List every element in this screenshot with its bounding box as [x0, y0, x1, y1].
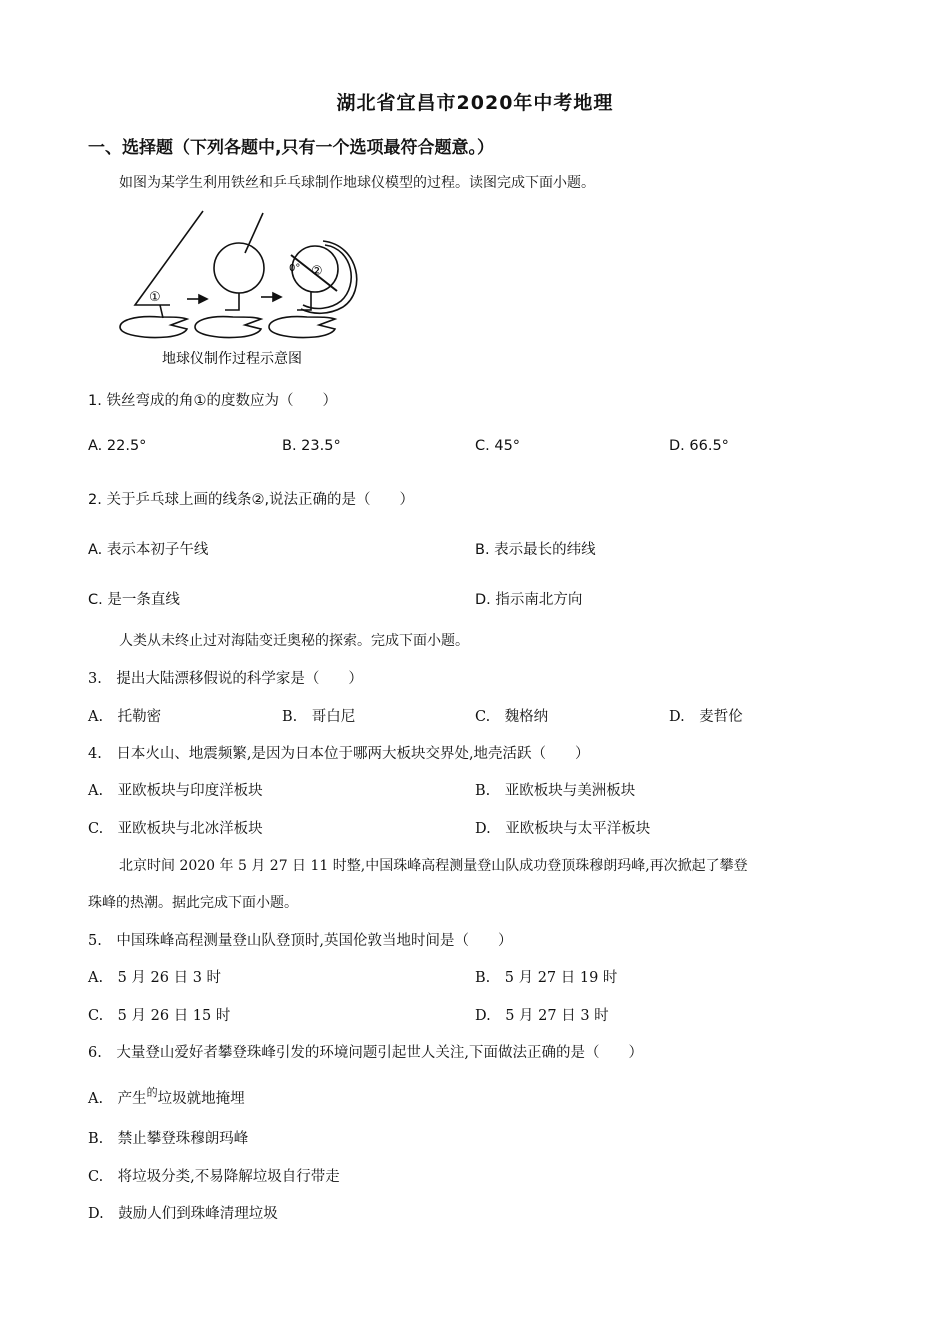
question-4-stem: 4. 日本火山、地震频繁,是因为日本位于哪两大板块交界处,地壳活跃（ ）: [88, 746, 590, 762]
ping-pong-ball: [214, 243, 264, 293]
figure-caption: 地球仪制作过程示意图: [162, 351, 302, 367]
marker-2: ②: [311, 264, 323, 279]
intro-paragraph-2: 人类从未终止过对海陆变迁奥秘的探索。完成下面小题。: [119, 633, 469, 649]
q3-option-a: A. 托勒密: [88, 709, 162, 725]
stand-base-2: [195, 317, 261, 338]
wire-leg-1: [160, 305, 163, 318]
q5-option-c: C. 5 月 26 日 15 时: [88, 1008, 231, 1024]
meridian-ring-outer: [301, 241, 357, 313]
q6-option-a: [88, 1087, 245, 1108]
q3-option-c: C. 魏格纳: [475, 709, 549, 725]
q6-option-d: D. 鼓励人们到珠峰清理垃圾: [88, 1206, 278, 1222]
stand-base-3: [269, 317, 335, 338]
question-3-stem: 3. 提出大陆漂移假说的科学家是（ ）: [88, 671, 363, 687]
q1-option-c: C. 45°: [475, 438, 521, 454]
intro-paragraph-3-line-2: 珠峰的热潮。据此完成下面小题。: [88, 895, 298, 911]
question-1-stem: 1. 铁丝弯成的角①的度数应为（ ）: [88, 393, 337, 409]
marker-1: ①: [149, 290, 161, 305]
q5-option-a: A. 5 月 26 日 3 时: [88, 970, 222, 986]
q6-option-a-prefix: A. 产生: [88, 1091, 147, 1107]
intro-paragraph-1: 如图为某学生利用铁丝和乒乓球制作地球仪模型的过程。读图完成下面小题。: [119, 175, 595, 191]
q2-option-d: D. 指示南北方向: [475, 592, 583, 608]
q1-option-b: B. 23.5°: [282, 438, 341, 454]
q2-option-a: A. 表示本初子午线: [88, 542, 209, 558]
wire-2: [245, 213, 263, 253]
q6-option-a-text: 垃圾就地掩埋: [157, 1091, 245, 1107]
q4-option-a: A. 亚欧板块与印度洋板块: [88, 783, 263, 799]
q6-option-a-superscript: 的: [146, 1086, 158, 1099]
arrow-right-icon: [199, 295, 207, 303]
section-heading: 一、选择题（下列各题中,只有一个选项最符合题意。）: [88, 138, 494, 158]
q4-option-d: D. 亚欧板块与太平洋板块: [475, 821, 651, 837]
q5-option-d: D. 5 月 27 日 3 时: [475, 1008, 609, 1024]
q4-option-c: C. 亚欧板块与北冰洋板块: [88, 821, 263, 837]
arrow-right-icon: [273, 293, 281, 301]
q3-option-b: B. 哥白尼: [282, 709, 356, 725]
bent-wire-1: [135, 211, 203, 305]
question-5-stem: 5. 中国珠峰高程测量登山队登顶时,英国伦敦当地时间是（ ）: [88, 933, 513, 949]
q1-option-a: A. 22.5°: [88, 438, 147, 454]
q2-option-c: C. 是一条直线: [88, 592, 180, 608]
q1-option-d: D. 66.5°: [669, 438, 729, 454]
q3-option-d: D. 麦哲伦: [669, 709, 743, 725]
q6-option-c: C. 将垃圾分类,不易降解垃圾自行带走: [88, 1169, 340, 1185]
q4-option-b: B. 亚欧板块与美洲板块: [475, 783, 636, 799]
q2-option-b: B. 表示最长的纬线: [475, 542, 596, 558]
q6-option-b: B. 禁止攀登珠穆朗玛峰: [88, 1131, 249, 1147]
wire-base-2: [225, 293, 239, 310]
globe-making-diagram: [115, 205, 365, 370]
intro-paragraph-3-line-1: 北京时间 2020 年 5 月 27 日 11 时整,中国珠峰高程测量登山队成功登顶珠穆朗玛峰,再次掀起了攀登: [119, 858, 748, 874]
question-2-stem: 2. 关于乒乓球上画的线条②,说法正确的是（ ）: [88, 492, 415, 508]
degree-label: 0°: [289, 263, 301, 274]
question-6-stem: 6. 大量登山爱好者攀登珠峰引发的环境问题引起世人关注,下面做法正确的是（ ）: [88, 1045, 643, 1061]
page-title: 湖北省宜昌市2020年中考地理: [336, 92, 614, 114]
q5-option-b: B. 5 月 27 日 19 时: [475, 970, 618, 986]
stand-base-1: [120, 317, 187, 338]
